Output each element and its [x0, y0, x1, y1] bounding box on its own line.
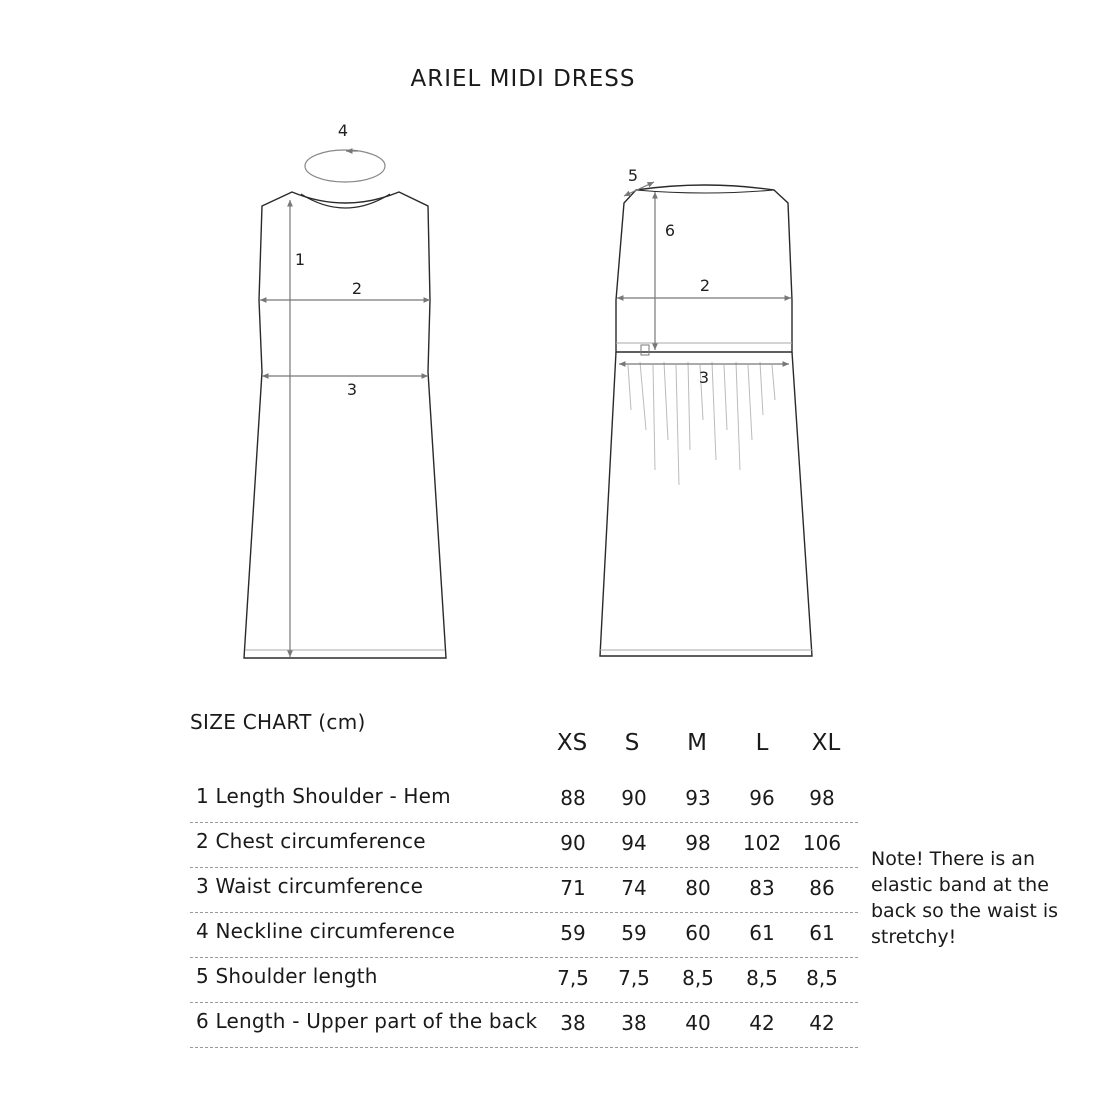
row-label: 3 Waist circumference: [196, 874, 424, 898]
back-bodice-outline: [616, 185, 792, 352]
size-header-l: L: [755, 730, 769, 756]
cell-s: 7,5: [618, 966, 650, 990]
back-skirt-outline: [600, 352, 812, 656]
size-header-m: M: [687, 730, 707, 756]
front-label-4: 4: [337, 121, 349, 140]
table-row-neckline: [190, 913, 858, 958]
cell-m: 40: [685, 1011, 711, 1035]
cell-m: 93: [685, 786, 711, 810]
size-header-xs: XS: [556, 730, 588, 756]
table-row-upper-back: [190, 1003, 858, 1048]
cell-s: 74: [621, 876, 647, 900]
cell-xs: 59: [560, 921, 586, 945]
cell-xs: 71: [560, 876, 586, 900]
row-divider: [190, 1047, 858, 1048]
cell-s: 38: [621, 1011, 647, 1035]
front-label-1: 1: [294, 250, 306, 269]
cell-xs: 90: [560, 831, 586, 855]
cell-xl: 61: [809, 921, 835, 945]
cell-xl: 106: [802, 831, 842, 855]
front-label-3: 3: [346, 380, 358, 399]
neckline-measure-ellipse: [305, 150, 385, 182]
cell-xs: 7,5: [557, 966, 589, 990]
cell-m: 98: [685, 831, 711, 855]
cell-l: 96: [749, 786, 775, 810]
cell-xl: 42: [809, 1011, 835, 1035]
row-label: 4 Neckline circumference: [196, 919, 456, 943]
row-label: 1 Length Shoulder - Hem: [196, 784, 451, 808]
front-label-2: 2: [351, 279, 363, 298]
cell-l: 8,5: [746, 966, 778, 990]
page-title: ARIEL MIDI DRESS: [410, 66, 636, 92]
cell-xs: 88: [560, 786, 586, 810]
back-view-drawing: [600, 166, 812, 656]
table-row-chest: [190, 823, 858, 868]
elastic-band-note: Note! There is an elastic band at the back so the waist is stretchy!: [871, 848, 1059, 948]
cell-xl: 86: [809, 876, 835, 900]
back-label-2: 2: [699, 276, 711, 295]
cell-m: 60: [685, 921, 711, 945]
back-label-5: 5: [627, 166, 639, 185]
size-header-xl: XL: [811, 730, 841, 756]
row-label: 6 Length - Upper part of the back: [196, 1009, 538, 1033]
table-row-shoulder: [190, 958, 858, 1003]
table-row-length: [190, 778, 858, 823]
front-view-drawing: [244, 121, 446, 658]
cell-l: 61: [749, 921, 775, 945]
cell-s: 94: [621, 831, 647, 855]
cell-l: 42: [749, 1011, 775, 1035]
size-header-s: S: [624, 730, 640, 756]
cell-m: 8,5: [682, 966, 714, 990]
row-label: 5 Shoulder length: [196, 964, 378, 988]
cell-m: 80: [685, 876, 711, 900]
cell-l: 102: [742, 831, 782, 855]
cell-l: 83: [749, 876, 775, 900]
front-dress-outline: [244, 192, 446, 658]
cell-s: 90: [621, 786, 647, 810]
back-label-6: 6: [664, 221, 676, 240]
table-row-waist: [190, 868, 858, 913]
cell-s: 59: [621, 921, 647, 945]
cell-xs: 38: [560, 1011, 586, 1035]
size-chart-title: SIZE CHART (cm): [190, 710, 366, 734]
row-label: 2 Chest circumference: [196, 829, 426, 853]
cell-xl: 8,5: [806, 966, 838, 990]
back-label-3: 3: [698, 368, 710, 387]
cell-xl: 98: [809, 786, 835, 810]
